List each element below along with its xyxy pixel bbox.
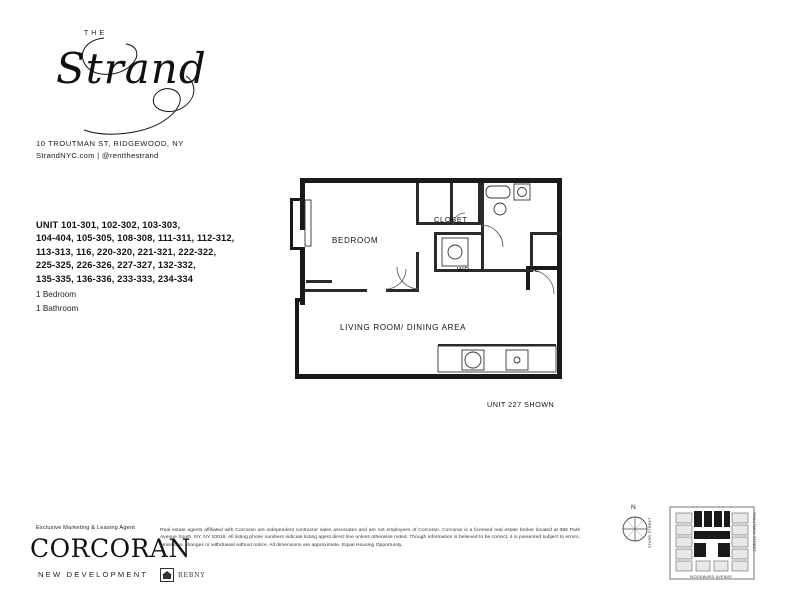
unit-number-list: [36, 219, 266, 286]
unit-line: 104-404, 105-305, 108-308, 111-311, 112-312,: [36, 233, 235, 244]
logo-the-text: THE: [84, 30, 107, 37]
floorplan-drawing: [290, 170, 580, 395]
equal-housing-icon: [160, 568, 174, 582]
logo-strand-text: Strand: [56, 44, 207, 93]
address-block: [36, 138, 184, 162]
floorplan-svg: [290, 170, 580, 395]
unit-line: 135-335, 136-336, 233-333, 234-334: [36, 273, 194, 284]
unit-line: 113-313, 116, 220-320, 221-321, 222-322,: [36, 246, 217, 257]
strand-logo: [36, 22, 226, 132]
bedroom-count: 1 Bedroom: [36, 290, 77, 299]
keyplan-street-right: TROUTMAN STREET: [752, 512, 756, 553]
room-label-closet: CLOSET: [434, 215, 468, 224]
unit-line: 225-325, 226-326, 227-327, 132-332,: [36, 260, 196, 271]
room-label-washer-dryer: WD: [457, 267, 471, 274]
new-development-label: NEW DEVELOPMENT: [38, 570, 149, 579]
corcoran-wordmark: CORCORAN: [30, 534, 191, 563]
compass-icon: [618, 512, 652, 546]
address-line-2: StrandNYC.com | @rentthestrand: [36, 151, 159, 160]
bathroom-count: 1 Bathroom: [36, 304, 79, 313]
keyplan-street-bottom: WOODWARD AVENUE: [690, 575, 733, 579]
exclusive-agent-label: Exclusive Marketing & Leasing Agent: [36, 525, 136, 531]
compass-north-label: N: [631, 504, 637, 511]
rebny-label: REBNY: [178, 571, 206, 579]
key-plan-diagram: [668, 505, 756, 581]
legal-disclaimer: Real estate agents affiliated with Corcoran are independent contractor sales associates and are not employees of Corcoran. Corcoran is a licensed real estate broker located at 386 Park Avenue South, NY, NY 10016. All listing phone numbers indicate listing agent direct line unless otherwise noted. Though information is believed to be correct, it is presented subject to errors, omissions, changes or withdrawal without notice. All dimensions are approximate. Equal Housing Opportunity.: [160, 528, 580, 548]
unit-line: UNIT 101-301, 102-302, 103-303,: [36, 220, 181, 230]
bed-bath-summary: [36, 288, 78, 316]
room-label-closet-small: CL: [529, 267, 540, 274]
unit-shown-caption: UNIT 227 SHOWN: [487, 400, 555, 409]
room-label-living-dining: LIVING ROOM/ DINING AREA: [340, 323, 467, 332]
footer-badges: [160, 568, 206, 582]
room-label-bedroom: BEDROOM: [332, 236, 379, 245]
keyplan-street-left: STARR STREET: [648, 517, 652, 548]
address-line-1: 10 TROUTMAN ST, RIDGEWOOD, NY: [36, 139, 184, 148]
